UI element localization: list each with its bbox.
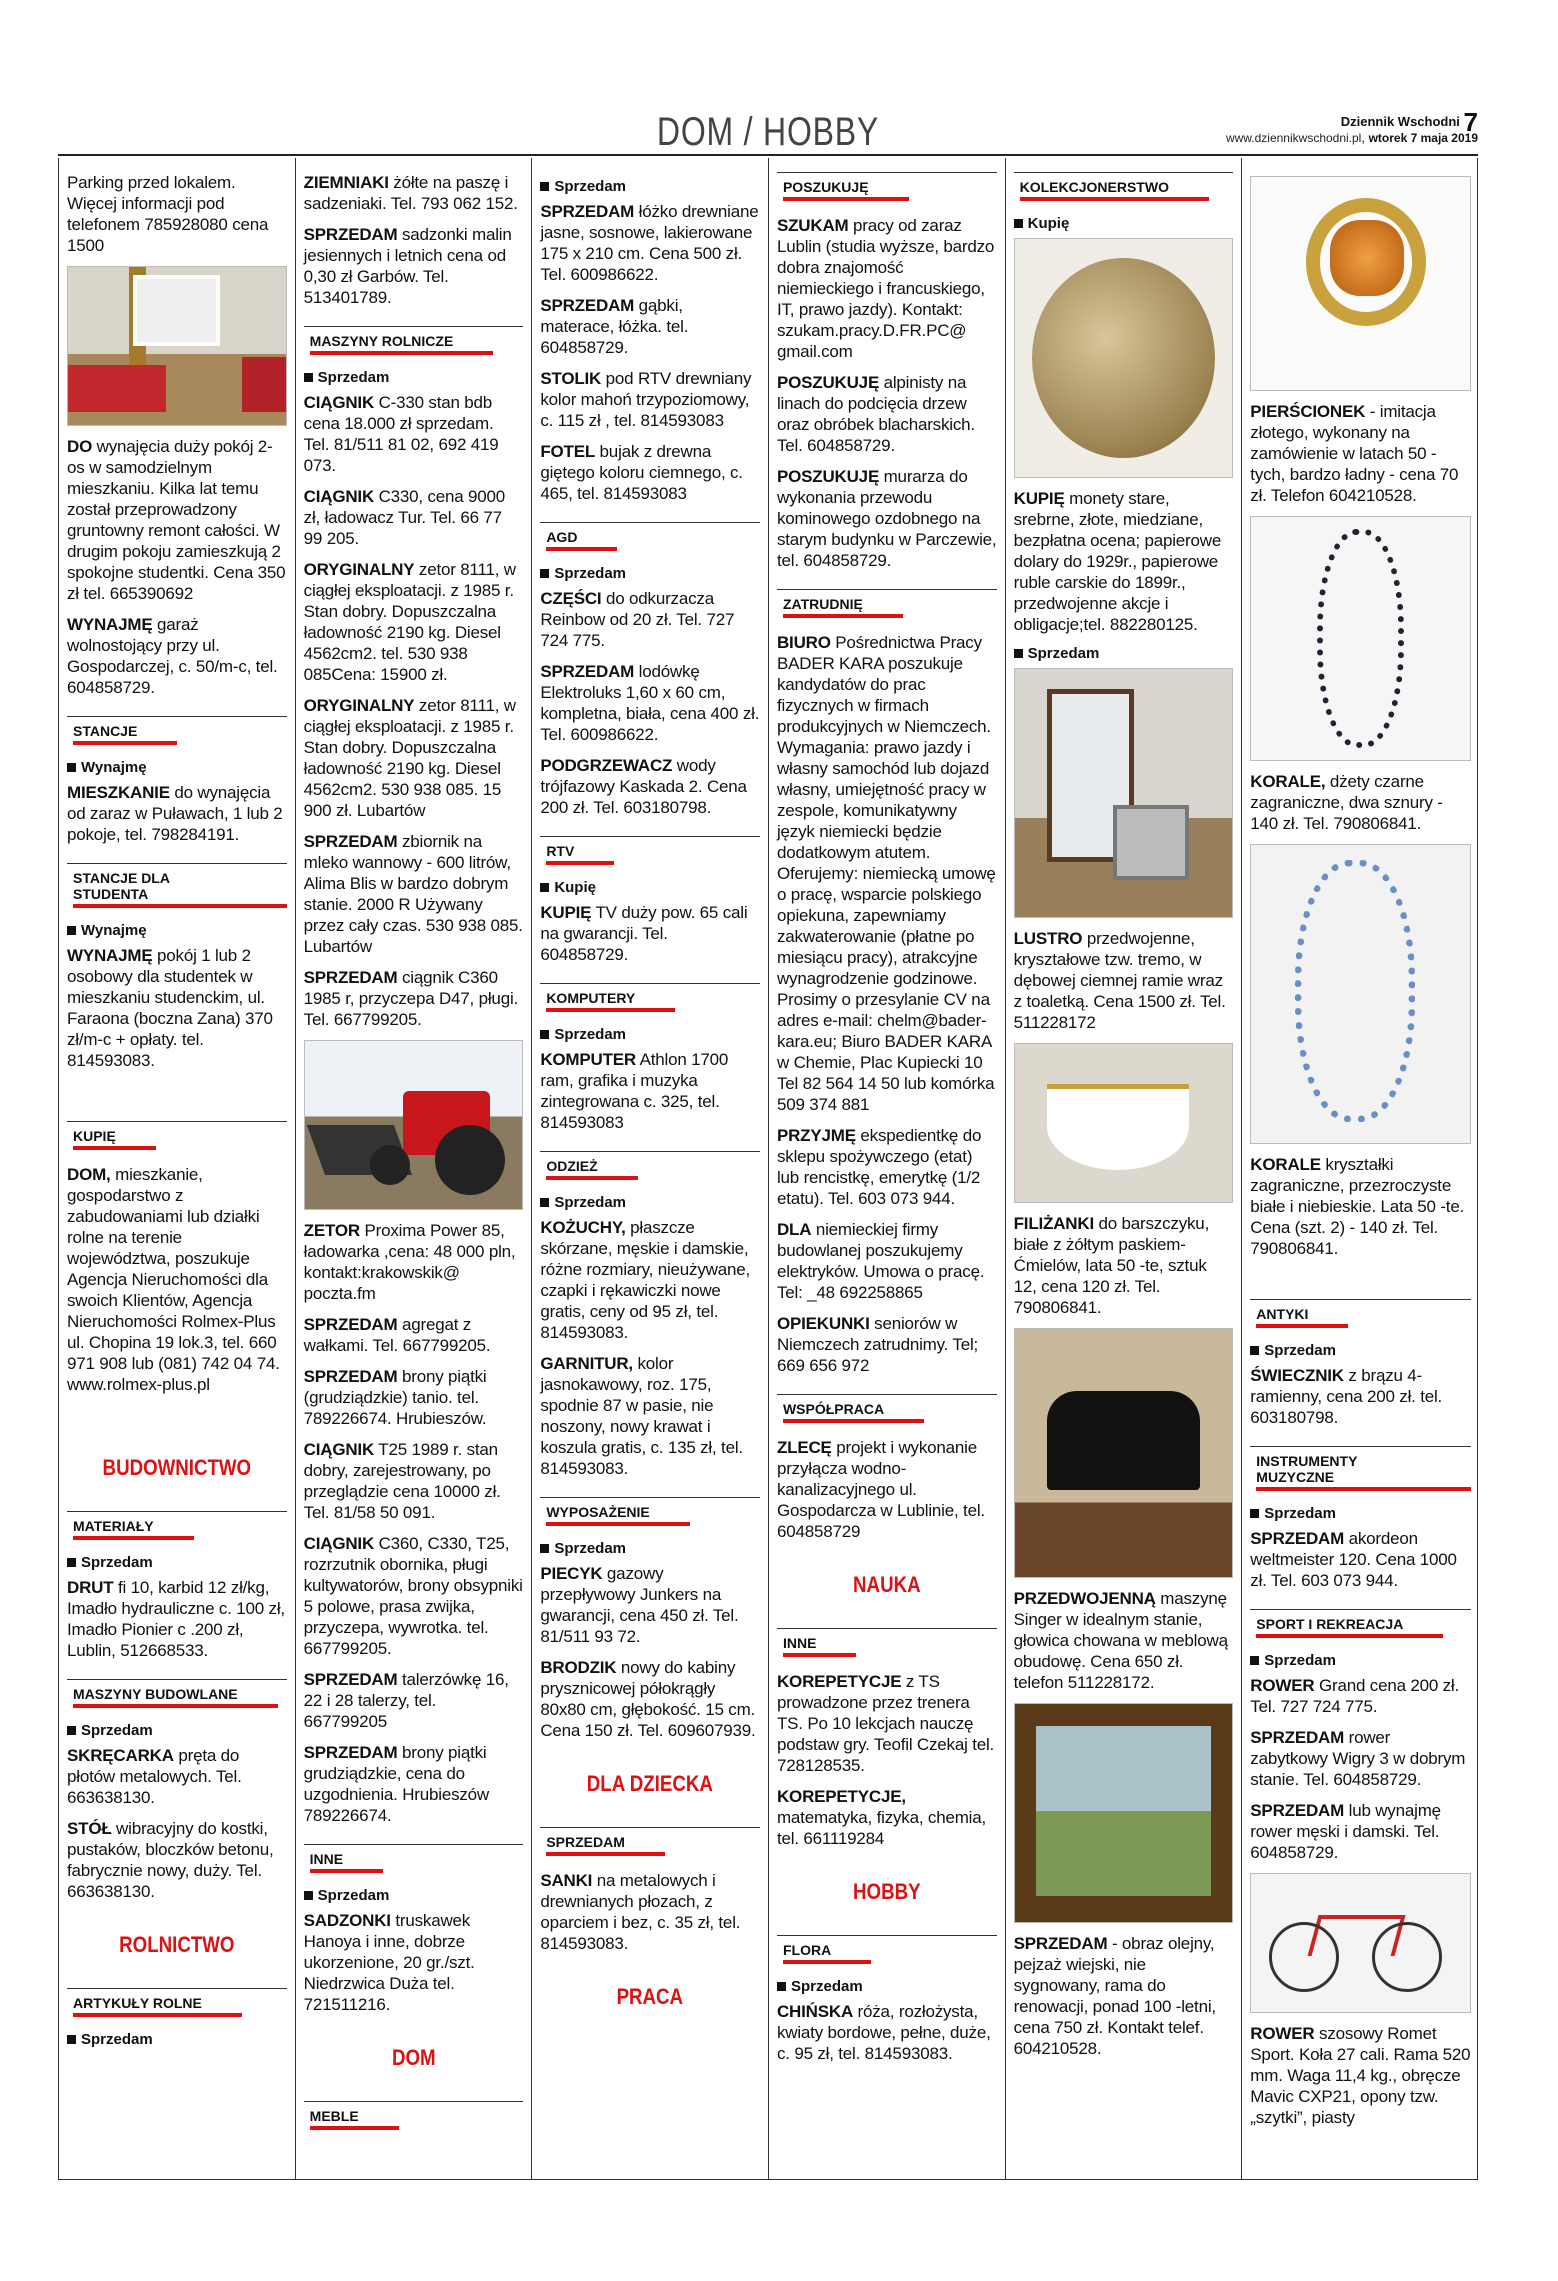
- section-heading: ANTYKI: [1250, 1299, 1471, 1332]
- subheading: Sprzedam: [304, 1887, 524, 1904]
- category-heading: DOM: [391, 2045, 436, 2070]
- section-title: DOM / HOBBY: [656, 110, 880, 154]
- subheading: Wynajmę: [67, 759, 287, 776]
- ad: SPRZEDAM brony piątki grudziądzkie, cena do uzgodnienia. Hrubieszów 789226674.: [303, 1743, 490, 1825]
- ad: SPRZEDAM gąbki, materace, łóżka. tel. 604858729.: [540, 296, 689, 357]
- subheading: Sprzedam: [67, 1554, 287, 1571]
- sewing-machine-photo: [1014, 1328, 1234, 1578]
- page-number: 7: [1463, 107, 1478, 138]
- section-heading: MEBLE: [304, 2101, 524, 2134]
- ad: DRUT fi 10, karbid 12 zł/kg, Imadło hydrauliczne c. 100 zł, Imadło Pionier c .200 zł, Lublin, 512668533.: [67, 1578, 285, 1660]
- ad: GARNITUR, kolor jasnokawowy, roz. 175, spodnie 87 w pasie, nie noszony, nowy krawat i koszula gratis, c. 135 zł, tel. 814593083.: [540, 1354, 743, 1478]
- ad: SPRZEDAM rower zabytkowy Wigry 3 w dobrym stanie. Tel. 604858729.: [1250, 1728, 1466, 1789]
- column-2: [296, 158, 533, 2179]
- ring-photo: [1250, 176, 1471, 391]
- section-heading: SPORT I REKREACJA: [1250, 1609, 1471, 1642]
- section-heading: RTV: [540, 836, 760, 869]
- ad: LUSTRO przedwojenne, kryształowe tzw. tremo, w dębowej ciemnej ramie wraz z toaletką. Cena 1500 zł. Tel. 511228172: [1013, 929, 1226, 1032]
- section-heading: MATERIAŁY: [67, 1511, 287, 1544]
- section-heading: WSPÓŁPRACA: [777, 1394, 997, 1427]
- crystal-beads-photo: [1250, 844, 1471, 1144]
- ad: SPRZEDAM ciągnik C360 1985 r, przyczepa D47, pługi. Tel. 667799205.: [303, 968, 519, 1029]
- ad: KOMPUTER Athlon 1700 ram, grafika i muzyka zintegrowana c. 325, tel. 814593083: [540, 1050, 729, 1132]
- ad: CIĄGNIK C360, C330, T25, rozrzutnik obornika, pługi kultywatorów, brony obsypniki 5 polowe, prasa zwijka, przyczepa, wywrotka. tel. 667799205.: [303, 1534, 523, 1658]
- ad: ZETOR Proxima Power 85, ładowarka ,cena: 48 000 pln, kontakt:krakowskik@ poczta.fm: [303, 1221, 516, 1303]
- subheading: Sprzedam: [777, 1978, 997, 1995]
- ad: KORALE kryształki zagraniczne, przezroczyste białe i niebieskie. Lata 50 -te. Cena (szt. 2) - 140 zł. Tel. 790806841.: [1250, 1155, 1465, 1258]
- paper-name: Dziennik Wschodni: [1340, 114, 1460, 129]
- ad: STOLIK pod RTV drewniany kolor mahoń trzypoziomowy, c. 115 zł , tel. 814593083: [540, 369, 752, 430]
- section-heading: STANCJE: [67, 716, 287, 749]
- ad: POSZUKUJĘ murarza do wykonania przewodu kominowego ozdobnego na starym budynku w Parczewie, tel. 604858729.: [776, 467, 997, 570]
- page-header: [58, 107, 1478, 156]
- ad: SPRZEDAM lodówkę Elektroluks 1,60 x 60 cm, kompletna, biała, cena 400 zł. Tel. 600986622.: [540, 662, 760, 744]
- column-3: [532, 158, 769, 2179]
- section-heading: POSZUKUJĘ: [777, 172, 997, 205]
- category-heading: BUDOWNICTWO: [102, 1455, 252, 1480]
- section-heading: KOMPUTERY: [540, 983, 760, 1016]
- ad: ZIEMNIAKI żółte na paszę i sadzeniaki. Tel. 793 062 152.: [303, 173, 518, 213]
- section-heading: FLORA: [777, 1935, 997, 1968]
- category-heading: NAUKA: [853, 1572, 921, 1597]
- section-heading: KOLEKCJONERSTWO: [1014, 172, 1234, 205]
- ad: SPRZEDAM zbiornik na mleko wannowy - 600 litrów, Alima Blis w bardzo dobrym stanie. 2000 R Używany przez cały czas. 530 938 085. Lubartów: [303, 832, 523, 956]
- section-heading: SPRZEDAM: [540, 1827, 760, 1860]
- coin-photo: [1014, 238, 1234, 478]
- ad: SANKI na metalowych i drewnianych płozach, z oparciem i bez, c. 35 zł, tel. 814593083.: [540, 1871, 741, 1953]
- section-heading: INNE: [777, 1628, 997, 1661]
- section-heading: INNE: [304, 1844, 524, 1877]
- ad: FOTEL bujak z drewna giętego koloru ciemnego, c. 465, tel. 814593083: [540, 442, 743, 503]
- category-heading: HOBBY: [853, 1879, 921, 1904]
- subheading: Kupię: [540, 879, 760, 896]
- ad: KOREPETYCJE, matematyka, fizyka, chemia, tel. 661119284: [776, 1787, 987, 1848]
- ad: OPIEKUNKI seniorów w Niemczech zatrudnimy. Tel; 669 656 972: [776, 1314, 979, 1375]
- ad: DOM, mieszkanie, gospodarstwo z zabudowaniami lub działki rolne na terenie województwa, poszukuje Agencja Nieruchomości dla swoich Klientów, Agencja Nieruchomości Rolmex-Plus ul. Chopina 19 lok.3, tel. 660 971 908 lub (081) 742 04 74. www.rolmex-plus.pl: [67, 1165, 280, 1394]
- cup-photo: [1014, 1043, 1234, 1203]
- column-6: [1242, 158, 1479, 2179]
- ad: CIĄGNIK T25 1989 r. stan dobry, zarejestrowany, po przeglądzie cena 10000 zł. Tel. 81/58 50 091.: [303, 1440, 501, 1522]
- subheading: Sprzedam: [1250, 1505, 1471, 1522]
- subheading: Sprzedam: [67, 1722, 287, 1739]
- ad: WYNAJMĘ garaż wolnostojący przy ul. Gospodarczej, c. 50/m-c, tel. 604858729.: [67, 615, 278, 697]
- subheading: Sprzedam: [540, 565, 760, 582]
- black-beads-photo: [1250, 516, 1471, 761]
- ad: WYNAJMĘ pokój 1 lub 2 osobowy dla studentek w mieszkaniu studenckim, ul. Faraona (boczna Zana) 370 zł/m-c + opłaty. tel. 814593083.: [67, 946, 273, 1070]
- ad: SPRZEDAM akordeon weltmeister 120. Cena 1000 zł. Tel. 603 073 944.: [1250, 1529, 1457, 1590]
- section-heading: ZATRUDNIĘ: [777, 589, 997, 622]
- ad: PRZEDWOJENNĄ maszynę Singer w idealnym stanie, głowica chowana w meblową obudowę. Cena 650 zł. telefon 511228172.: [1013, 1589, 1228, 1692]
- ad: BIURO Pośrednictwa Pracy BADER KARA poszukuje kandydatów do prac fizycznych w firmach produkcyjnych w Niemczech. Wymagania: prawo jazdy i własny samochód lub dojazd własny, umiejętność pracy w zespole, komunikatywny język niemiecki będzie dodatkowym atutem. Oferujemy: niemiecką umowę o pracę, wsparcie polskiego opiekuna, zapewniamy zakwaterowanie (płatne po miesiącu pracy), atrakcyjne wynagrodzenie godzinowe. Prosimy o przesylanie CV na adres e-mail: chelm@bader-kara.eu; Biuro BADER KARA w Chemie, Plac Kupiecki 10 Tel 82 564 14 50 lub komórka 509 374 881: [776, 633, 996, 1114]
- section-heading: AGD: [540, 522, 760, 555]
- subheading: Sprzedam: [540, 1026, 760, 1043]
- ad: DO wynajęcia duży pokój 2-os w samodzielnym mieszkaniu. Kilka lat temu został przeprowadzony gruntowny remont całości. W drugim pokoju zamieszkują 2 spokojne studentki. Cena 350 zł tel. 665390692: [67, 437, 286, 603]
- ad: SPRZEDAM agregat z wałkami. Tel. 667799205.: [303, 1315, 491, 1355]
- section-heading: ODZIEŻ: [540, 1151, 760, 1184]
- ad: KUPIĘ monety stare, srebrne, złote, miedziane, bezpłatna ocena; papierowe dolary do 1929r., papierowe ruble carskie do 1899r., przedwojenne akcje i obligacje;tel. 882280125.: [1013, 489, 1222, 634]
- ad: CIĄGNIK C330, cena 9000 zł, ładowacz Tur. Tel. 66 77 99 205.: [303, 487, 506, 548]
- ad: SADZONKI truskawek Hanoya i inne, dobrze ukorzenione, 20 gr./szt. Niedrzwica Duża tel. 721511216.: [303, 1911, 475, 2014]
- tractor-photo: [304, 1040, 524, 1210]
- ad: CZĘŚCI do odkurzacza Reinbow od 20 zł. Tel. 727 724 775.: [540, 589, 735, 650]
- ad: ORYGINALNY zetor 8111, w ciągłej eksploatacji. z 1985 r. Stan dobry. Dopuszczalna ładowność 2190 kg. Diesel 4562cm2. 530 938 085. 15 900 zł. Lubartów: [303, 696, 516, 820]
- subheading: Sprzedam: [540, 1194, 760, 1211]
- ad: KORALE, dżety czarne zagraniczne, dwa sznury - 140 zł. Tel. 790806841.: [1250, 772, 1443, 833]
- ad: ZLECĘ projekt i wykonanie przyłącza wodno-kanalizacyjnego ul. Gospodarcza w Lublinie, tel. 604858729: [776, 1438, 985, 1541]
- ad: SPRZEDAM talerzówkę 16, 22 i 28 talerzy, tel. 667799205: [303, 1670, 509, 1731]
- section-heading: STANCJE DLA STUDENTA: [67, 863, 287, 912]
- section-heading: ARTYKUŁY ROLNE: [67, 1988, 287, 2021]
- paper-url[interactable]: www.dziennikwschodni.pl: [1225, 131, 1362, 146]
- column-1: [59, 158, 296, 2179]
- issue-date: wtorek 7 maja 2019: [1368, 131, 1478, 146]
- ad: PIERŚCIONEK - imitacja złotego, wykonany na zamówienie w latach 50 -tych, bardzo ładny - cena 70 zł. Telefon 604210528.: [1250, 402, 1459, 505]
- subheading: Wynajmę: [67, 922, 287, 939]
- ad: ŚWIECZNIK z brązu 4-ramienny, cena 200 zł. tel. 603180798.: [1250, 1366, 1443, 1427]
- ad: SKRĘCARKA pręta do płotów metalowych. Tel. 663638130.: [67, 1746, 242, 1807]
- subheading: Sprzedam: [1250, 1652, 1471, 1669]
- ad: ROWER szosowy Romet Sport. Koła 27 cali. Rama 520 mm. Waga 11,4 kg., obręcze Mavic CXP21, opony tzw. „szytki”, piasty: [1250, 2024, 1471, 2127]
- subheading: Sprzedam: [540, 1540, 760, 1557]
- category-heading: ROLNICTWO: [119, 1932, 235, 1957]
- subheading: Sprzedam: [1250, 1342, 1471, 1359]
- subheading: Sprzedam: [67, 2031, 287, 2048]
- mirror-photo: [1014, 668, 1234, 918]
- category-heading: PRACA: [616, 1984, 684, 2009]
- painting-photo: [1014, 1703, 1234, 1923]
- category-heading: DLA DZIECKA: [587, 1771, 714, 1796]
- subheading: Sprzedam: [540, 178, 760, 195]
- ad: SPRZEDAM łóżko drewniane jasne, sosnowe, lakierowane 175 x 210 cm. Cena 500 zł. Tel. 600986622.: [540, 202, 759, 284]
- ad: FILIŻANKI do barszczyku, białe z żółtym paskiem-Ćmielów, lata 50 -te, sztuk 12, cena 120 zł. Tel. 790806841.: [1013, 1214, 1210, 1317]
- ad: MIESZKANIE do wynajęcia od zaraz w Puławach, 1 lub 2 pokoje, tel. 798284191.: [67, 783, 283, 844]
- ad: STÓŁ wibracyjny do kostki, pustaków, bloczków betonu, fabrycznie nowy, duży. Tel. 663638130.: [67, 1819, 274, 1901]
- subheading: Kupię: [1014, 215, 1234, 232]
- subheading: Sprzedam: [1014, 645, 1234, 662]
- column-4: [769, 158, 1006, 2179]
- bicycle-photo: [1250, 1873, 1471, 2013]
- section-heading: INSTRUMENTY MUZYCZNE: [1250, 1446, 1471, 1495]
- room-photo: [67, 266, 287, 426]
- ad: BRODZIK nowy do kabiny prysznicowej półokrągły 80x80 cm, głębokość. 15 cm. Cena 150 zł. Tel. 609607939.: [540, 1658, 756, 1740]
- column-5: [1006, 158, 1243, 2179]
- ad: KUPIĘ TV duży pow. 65 cali na gwarancji. Tel. 604858729.: [540, 903, 748, 964]
- ad: KOŻUCHY, płaszcze skórzane, męskie i damskie, różne rozmiary, nieużywane, czapki i rękawiczki nowe gratis, ceny od 95 zł, tel. 814593083.: [540, 1218, 751, 1342]
- section-heading: MASZYNY ROLNICZE: [304, 326, 524, 359]
- ad: PODGRZEWACZ wody trójfazowy Kaskada 2. Cena 200 zł. Tel. 603180798.: [540, 756, 747, 817]
- section-heading: KUPIĘ: [67, 1121, 287, 1154]
- section-heading: MASZYNY BUDOWLANE: [67, 1679, 287, 1712]
- ad: ROWER Grand cena 200 zł. Tel. 727 724 775.: [1250, 1676, 1460, 1716]
- header-meta: Dziennik Wschodni 7 www.dziennikwschodni.pl, wtorek 7 maja 2019: [1225, 107, 1478, 146]
- ad: SPRZEDAM sadzonki malin jesiennych i letnich cena od 0,30 zł Garbów. Tel. 513401789.: [303, 225, 512, 307]
- ad: ORYGINALNY zetor 8111, w ciągłej eksploatacji. z 1985 r. Stan dobry. Dopuszczalna ładowność 2190 kg. Diesel 4562cm2. tel. 530 938 085Cena: 15900 zł.: [303, 560, 516, 684]
- section-heading: WYPOSAŻENIE: [540, 1497, 760, 1530]
- ad: SZUKAM pracy od zaraz Lublin (studia wyższe, bardzo dobra znajomość niemieckiego i francuskiego, IT, prawo jazdy). Kontakt: szukam.pracy.D.FR.PC@ gmail.com: [776, 216, 995, 361]
- subheading: Sprzedam: [304, 369, 524, 386]
- ad: Parking przed lokalem. Więcej informacji pod telefonem 785928080 cena 1500: [67, 173, 269, 255]
- ad: SPRZEDAM brony piątki (grudziądzkie) tanio. tel. 789226674. Hrubieszów.: [303, 1367, 487, 1428]
- ad: PIECYK gazowy przepływowy Junkers na gwarancji, cena 450 zł. Tel. 81/511 93 72.: [540, 1564, 739, 1646]
- ad: POSZUKUJĘ alpinisty na linach do podcięcia drzew oraz obróbek blacharskich. Tel. 604858729.: [776, 373, 975, 455]
- ad: SPRZEDAM - obraz olejny, pejzaż wiejski, nie sygnowany, rama do renowacji, ponad 100 -letni, cena 750 zł. Kontakt telef. 604210528.: [1013, 1934, 1216, 2058]
- ad: KOREPETYCJE z TS prowadzone przez trenera TS. Po 10 lekcjach nauczę podstaw gry. Teofil Czekaj tel. 728128535.: [776, 1672, 995, 1775]
- ad: CHIŃSKA róża, rozłożysta, kwiaty bordowe, pełne, duże, c. 95 zł, tel. 814593083.: [776, 2002, 991, 2063]
- ad: SPRZEDAM lub wynajmę rower męski i damski. Tel. 604858729.: [1250, 1801, 1441, 1862]
- ad: PRZYJMĘ ekspedientkę do sklepu spożywczego (etat) lub rencistkę, emerytkę (1/2 etatu). Tel. 603 073 944.: [776, 1126, 982, 1208]
- classifieds-grid: [58, 158, 1478, 2180]
- ad: CIĄGNIK C-330 stan bdb cena 18.000 zł sprzedam. Tel. 81/511 81 02, 692 419 073.: [303, 393, 499, 475]
- ad: DLA niemieckiej firmy budowlanej poszukujemy elektryków. Umowa o pracę. Tel: _48 692258865: [776, 1220, 985, 1302]
